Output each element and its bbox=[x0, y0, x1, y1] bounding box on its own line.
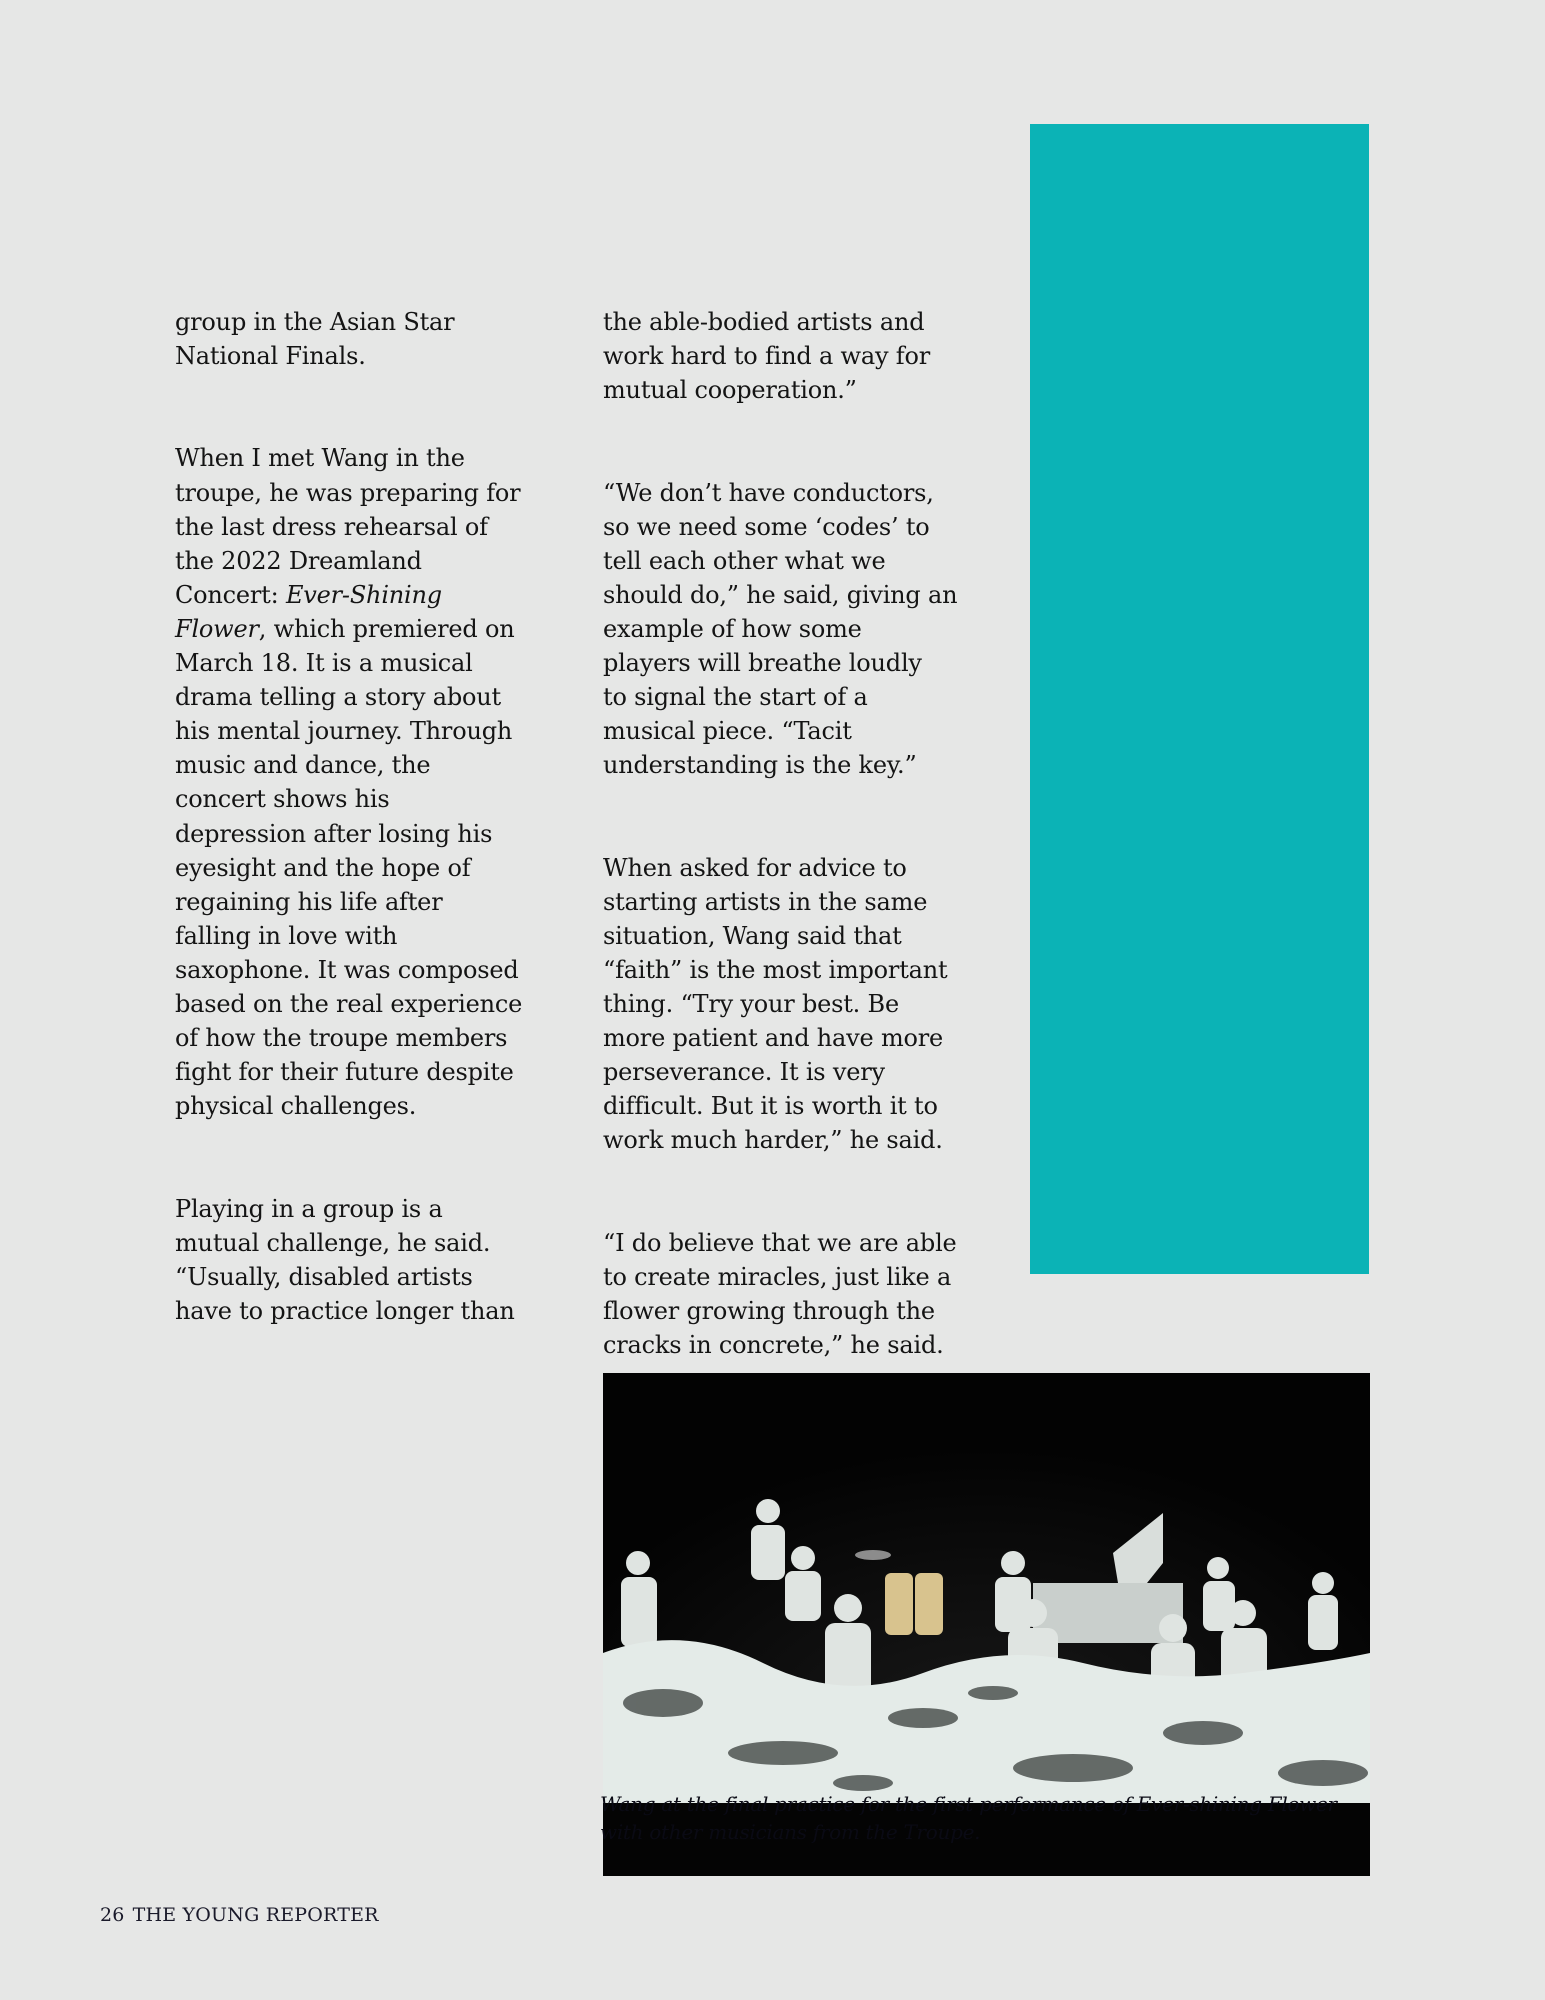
article-column-left bbox=[175, 271, 560, 1362]
drum bbox=[915, 1573, 943, 1635]
caption-line: Wang at the final practice for the first performance of Ever-shining Flower bbox=[600, 1792, 1337, 1816]
page-number: 26 bbox=[100, 1904, 125, 1926]
drum bbox=[885, 1573, 913, 1635]
paragraph: the able-bodied artists and work hard to find a way for mutual cooperation.” bbox=[603, 308, 930, 405]
concert-title-part: Ever-Shining bbox=[285, 580, 442, 609]
page-footer bbox=[100, 1904, 387, 1926]
paragraph: “I do believe that we are able to create miracles, just like a flower growing through the cracks in concrete,” he said. bbox=[603, 1228, 957, 1359]
paragraph-text: When I met Wang in the troupe, he was preparing for the last dress rehearsal of the 2022 Dreamland Concert: bbox=[175, 444, 521, 609]
paragraph: group in the Asian Star National Finals. bbox=[175, 308, 455, 371]
cymbal bbox=[855, 1550, 891, 1560]
paragraph: “We don’t have conductors, so we need some ‘codes’ to tell each other what we should do,” he said, giving an example of how some players will breathe loudly to signal the start of a musical piece. “Tacit understanding is the key.” bbox=[603, 478, 958, 780]
publication-name: THE YOUNG REPORTER bbox=[132, 1904, 379, 1926]
paragraph-text: , which premiered on March 18. It is a musical drama telling a story about his mental journey. Through music and dance, the concert shows his depression after losing his eyesight and the hope of regaining his life after falling in love with saxophone. It was composed based on the real experience of how the troupe members fight for their future despite physical challenges. bbox=[175, 614, 523, 1121]
article-column-right bbox=[603, 271, 988, 1396]
concert-title-part: Flower bbox=[175, 614, 259, 643]
photo-caption bbox=[600, 1790, 1370, 1846]
caption-line: with other musicians from the Troupe. bbox=[600, 1820, 981, 1844]
paragraph: Playing in a group is a mutual challenge, he said. “Usually, disabled artists have to practice longer than bbox=[175, 1194, 515, 1325]
accent-color-block bbox=[1030, 124, 1369, 1274]
paragraph: When asked for advice to starting artists in the same situation, Wang said that “faith” is the most important thing. “Try your best. Be more patient and have more perseverance. It is very difficult. But it is worth it to work much harder,” he said. bbox=[603, 853, 948, 1155]
paragraph bbox=[175, 441, 560, 1123]
